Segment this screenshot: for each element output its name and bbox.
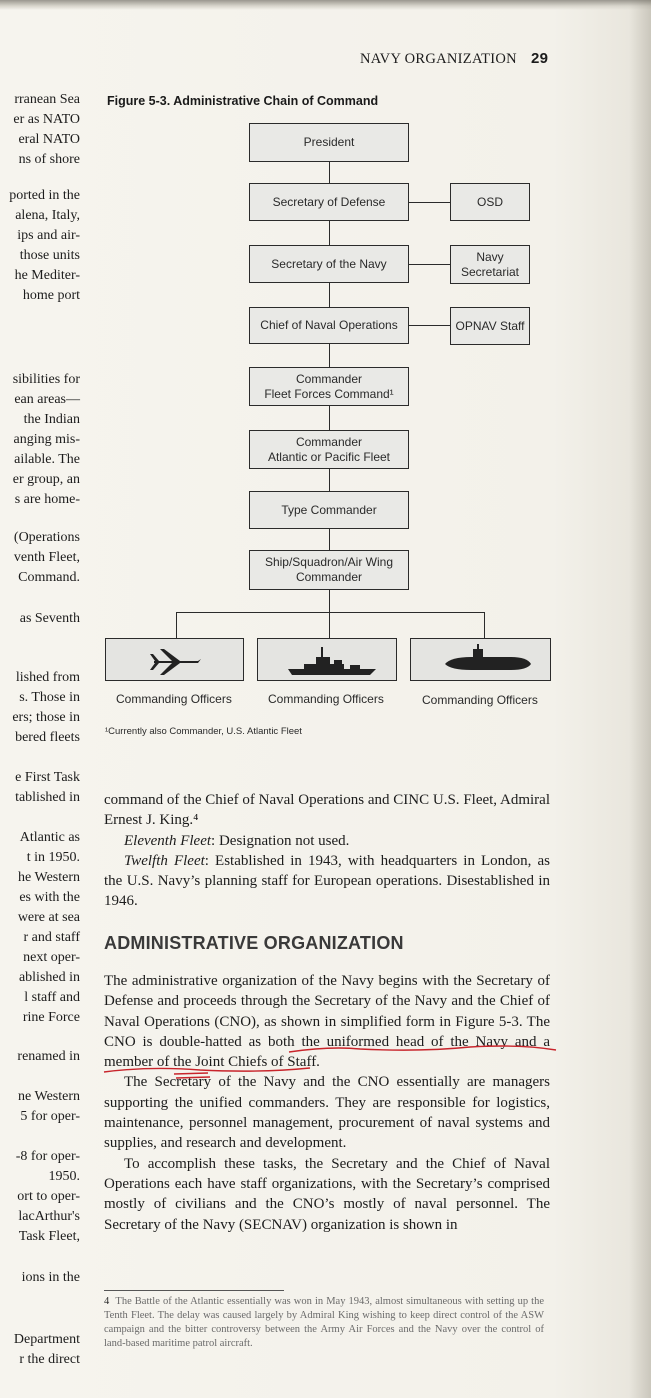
fragment: Command.: [18, 570, 80, 585]
fragment: as Seventh: [19, 611, 80, 626]
fragment: anging mis-: [13, 432, 80, 447]
commanding-officers-label: Commanding Officers: [116, 692, 232, 706]
fragment: (Operations: [13, 530, 80, 545]
fleet-description: : Established in 1943, with headquarters in London, as the U.S. Navy’s planning staff for European operations. Disestablished in 1946.: [104, 852, 551, 910]
paragraph-managers: The Secretary of the Navy and the CNO essentially are managers supporting the unified commanders. They are responsible for logistics, maintenance, personnel management, procurement of naval systems and supplies, and research and development.: [104, 1074, 550, 1152]
fragment: r the direct: [19, 1352, 80, 1367]
opnav-staff-box: OPNAV Staff: [450, 307, 530, 345]
fragment: ns of shore: [18, 152, 80, 167]
fragment: the Indian: [23, 412, 80, 427]
fleet-name: Eleventh Fleet: [124, 832, 212, 849]
cno-box: Chief of Naval Operations: [249, 307, 409, 344]
fragment: eral NATO: [18, 132, 80, 147]
fragment: Department: [13, 1332, 80, 1347]
fragment: r and staff: [23, 930, 80, 945]
navy-secretariat-box: Navy Secretariat: [450, 245, 530, 284]
fragment: 5 for oper-: [20, 1109, 80, 1124]
fragment: es with the: [19, 890, 80, 905]
fragment: ean areas—: [14, 392, 80, 407]
osd-box: OSD: [450, 183, 530, 221]
fragment: alena, Italy,: [15, 208, 80, 223]
fragment: were at sea: [17, 910, 80, 925]
fragment: home port: [22, 288, 80, 303]
fleet-forces-box: Commander Fleet Forces Command¹: [249, 367, 409, 406]
commanding-officers-label: Commanding Officers: [268, 692, 384, 706]
paragraph-admin: The administrative organization of the Navy begins with the Secretary of Defense and proceeds through the Secretary of the Navy and the Chief of Naval Operations (CNO), as shown in simplified form in Figure 5-3. The CNO is double-hatted as both the uniformed head of the Navy and a member of the Joint Chiefs of Staff.: [104, 973, 550, 1071]
fragment: tablished in: [15, 790, 80, 805]
footnote-text: The Battle of the Atlantic essentially was won in May 1943, almost simultaneous with setting up the Tenth Fleet. The delay was caused largely by Admiral King wishing to keep direct control of the ASW campaign and the bitter controversy between the Army Air Forces and the Navy over the control of land-based maritime patrol aircraft.: [104, 1296, 544, 1349]
fragment: rine Force: [22, 1010, 80, 1025]
type-commander-box: Type Commander: [249, 491, 409, 529]
secnav-box: Secretary of the Navy: [249, 245, 409, 283]
ship-squadron-box: Ship/Squadron/Air Wing Commander: [249, 550, 409, 590]
fragment: ne Western: [18, 1089, 80, 1104]
fragment: ailable. The: [14, 452, 80, 467]
president-box: President: [249, 123, 409, 162]
section-heading: ADMINISTRATIVE ORGANIZATION: [104, 933, 404, 953]
fragment: he Western: [18, 870, 80, 885]
secdef-box: Secretary of Defense: [249, 183, 409, 221]
fragment: Atlantic as: [19, 830, 80, 845]
fragment: ort to oper-: [17, 1189, 80, 1204]
paragraph: command of the Chief of Naval Operations and CINC U.S. Fleet, Admiral Ernest J. King.⁴: [104, 792, 550, 829]
fragment: renamed in: [17, 1049, 80, 1064]
fragment: Task Fleet,: [18, 1229, 80, 1244]
fragment: er group, an: [12, 472, 80, 487]
fragment: next oper-: [23, 950, 80, 965]
fragment: -8 for oper-: [15, 1149, 80, 1164]
fragment: 1950.: [48, 1169, 80, 1184]
fragment: sibilities for: [12, 372, 80, 387]
atlantic-pacific-fleet-box: Commander Atlantic or Pacific Fleet: [249, 430, 409, 469]
fragment: ported in the: [9, 188, 80, 203]
paragraph-tasks: To accomplish these tasks, the Secretary and the Chief of Naval Operations each have staff organizations, with the Secretary’s comprised mostly of civilians and the CNO’s mostly of naval personnel. The Secretary of the Navy (SECNAV) organization is shown in: [104, 1155, 550, 1233]
fragment: ips and air-: [17, 228, 80, 243]
fleet-description: : Designation not used.: [211, 832, 350, 849]
fragment: t in 1950.: [26, 850, 80, 865]
fragment: ions in the: [21, 1270, 80, 1285]
fragment: lacArthur's: [18, 1209, 80, 1224]
footnote-marker: 4: [104, 1296, 110, 1307]
fragment: lished from: [15, 670, 80, 685]
footnote-rule: [104, 1290, 284, 1291]
fragment: ablished in: [18, 970, 80, 985]
fragment: rranean Sea: [14, 92, 80, 107]
figure-footnote: ¹Currently also Commander, U.S. Atlantic Fleet: [105, 726, 302, 737]
commanding-officers-label: Commanding Officers: [422, 693, 538, 707]
fragment: those units: [19, 248, 80, 263]
fragment: l staff and: [24, 990, 80, 1005]
fragment: s are home-: [14, 492, 80, 507]
fragment: venth Fleet,: [13, 550, 80, 565]
fragment: er as NATO: [13, 112, 80, 127]
fragment: ers; those in: [12, 710, 80, 725]
page-number: 29: [530, 50, 549, 67]
footnote-4: [104, 1295, 544, 1351]
fragment: he Mediter-: [14, 268, 80, 283]
fleet-name: Twelfth Fleet: [124, 852, 205, 869]
running-title: NAVY ORGANIZATION: [360, 51, 517, 67]
fragment: bered fleets: [15, 730, 80, 745]
fragment: e First Task: [15, 770, 80, 785]
figure-title: Figure 5-3. Administrative Chain of Command: [107, 94, 379, 108]
fragment: s. Those in: [19, 690, 80, 705]
